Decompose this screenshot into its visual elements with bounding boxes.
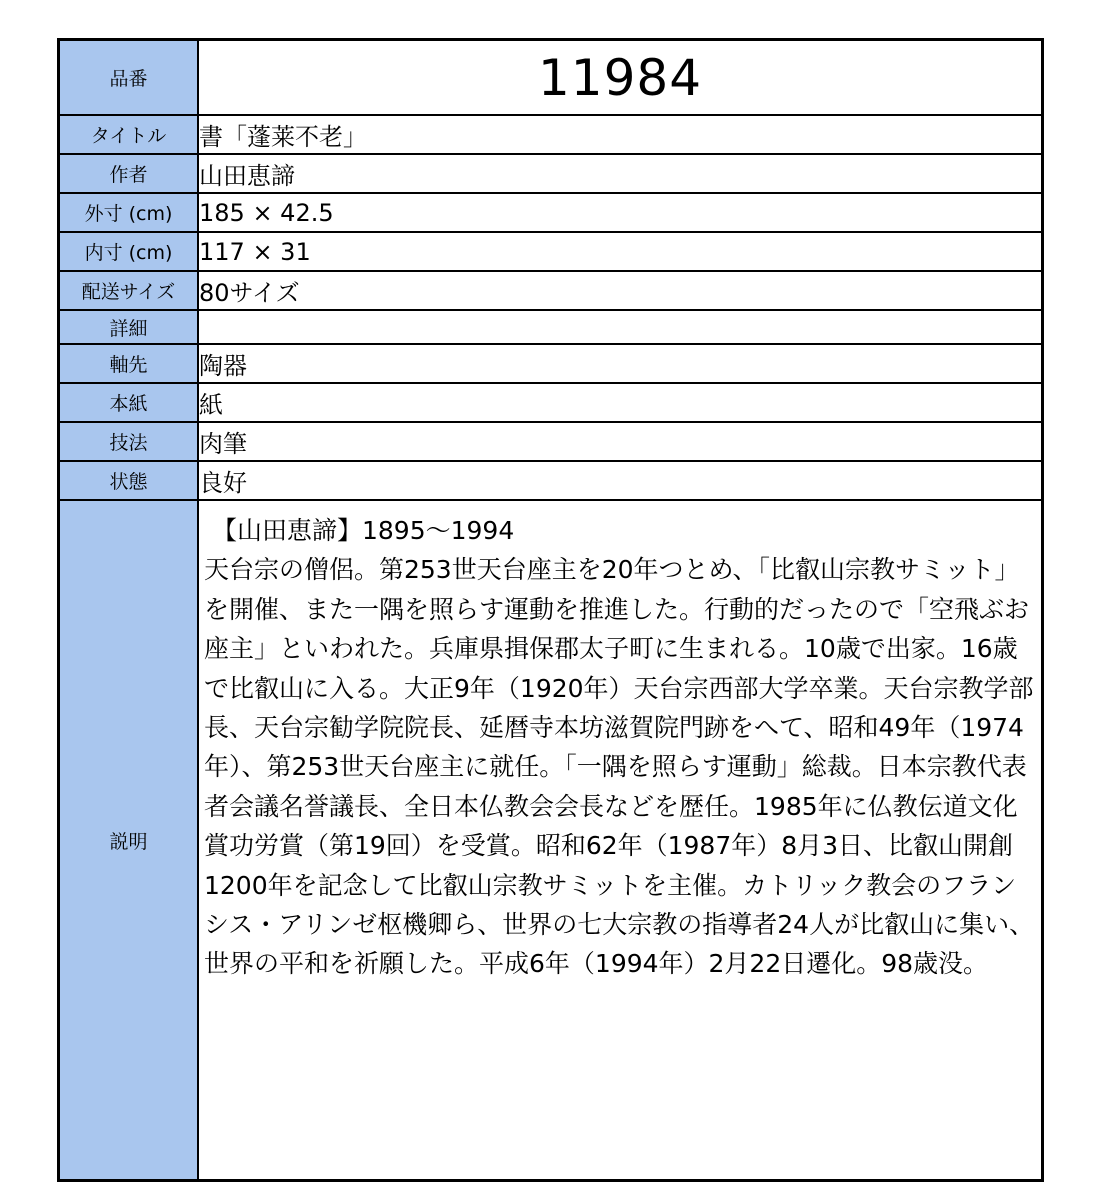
label-outer-size: 外寸 (cm) <box>59 193 199 232</box>
row-title <box>59 115 1043 154</box>
row-outer-size <box>59 193 1043 232</box>
label-title: タイトル <box>59 115 199 154</box>
value-description <box>198 500 1043 1181</box>
description-body: 天台宗の僧侶。第253世天台座主を20年つとめ、「比叡山宗教サミット」を開催、また一隅を照らす運動を推進した。行動的だったので「空飛ぶお座主」といわれた。兵庫県揖保郡太子町に生まれる。10歳で出家。16歳で比叡山に入る。大正9年（1920年）天台宗西部大学卒業。天台宗教学部長、天台宗勧学院院長、延暦寺本坊滋賀院門跡をへて、昭和49年（1974年）、第253世天台座主に就任。「一隅を照らす運動」総裁。日本宗教代表者会議名誉議長、全日本仏教会会長などを歴任。1985年に仏教伝道文化賞功労賞（第19回）を受賞。昭和62年（1987年）8月3日、比叡山開創1200年を記念して比叡山宗教サミットを主催。カトリック教会のフランシス・アリンゼ枢機卿ら、世界の七大宗教の指導者24人が比叡山に集い、世界の平和を祈願した。平成6年（1994年）2月22日遷化。98歳没。 <box>204 555 1035 979</box>
value-inner-size: 117 × 31 <box>198 232 1043 271</box>
row-details <box>59 310 1043 344</box>
value-author: 山田恵諦 <box>198 154 1043 193</box>
item-spec-sheet <box>57 38 1044 1182</box>
label-item-number: 品番 <box>59 40 199 116</box>
label-details: 詳細 <box>59 310 199 344</box>
row-condition <box>59 461 1043 500</box>
value-outer-size: 185 × 42.5 <box>198 193 1043 232</box>
label-material: 本紙 <box>59 383 199 422</box>
row-technique <box>59 422 1043 461</box>
label-author: 作者 <box>59 154 199 193</box>
row-material <box>59 383 1043 422</box>
value-shipping-size: 80サイズ <box>198 271 1043 310</box>
value-technique: 肉筆 <box>198 422 1043 461</box>
row-roller-end <box>59 344 1043 383</box>
row-inner-size <box>59 232 1043 271</box>
description-heading: 【山田恵諦】1895〜1994 <box>212 516 515 545</box>
label-technique: 技法 <box>59 422 199 461</box>
value-condition: 良好 <box>198 461 1043 500</box>
label-description: 説明 <box>59 500 199 1181</box>
label-inner-size: 内寸 (cm) <box>59 232 199 271</box>
row-item-number <box>59 40 1043 116</box>
row-description <box>59 500 1043 1181</box>
label-condition: 状態 <box>59 461 199 500</box>
value-title: 書「蓬莱不老」 <box>198 115 1043 154</box>
row-author <box>59 154 1043 193</box>
row-shipping-size <box>59 271 1043 310</box>
value-roller-end: 陶器 <box>198 344 1043 383</box>
label-roller-end: 軸先 <box>59 344 199 383</box>
label-shipping-size: 配送サイズ <box>59 271 199 310</box>
value-details <box>198 310 1043 344</box>
value-item-number: 11984 <box>198 40 1043 116</box>
value-material: 紙 <box>198 383 1043 422</box>
